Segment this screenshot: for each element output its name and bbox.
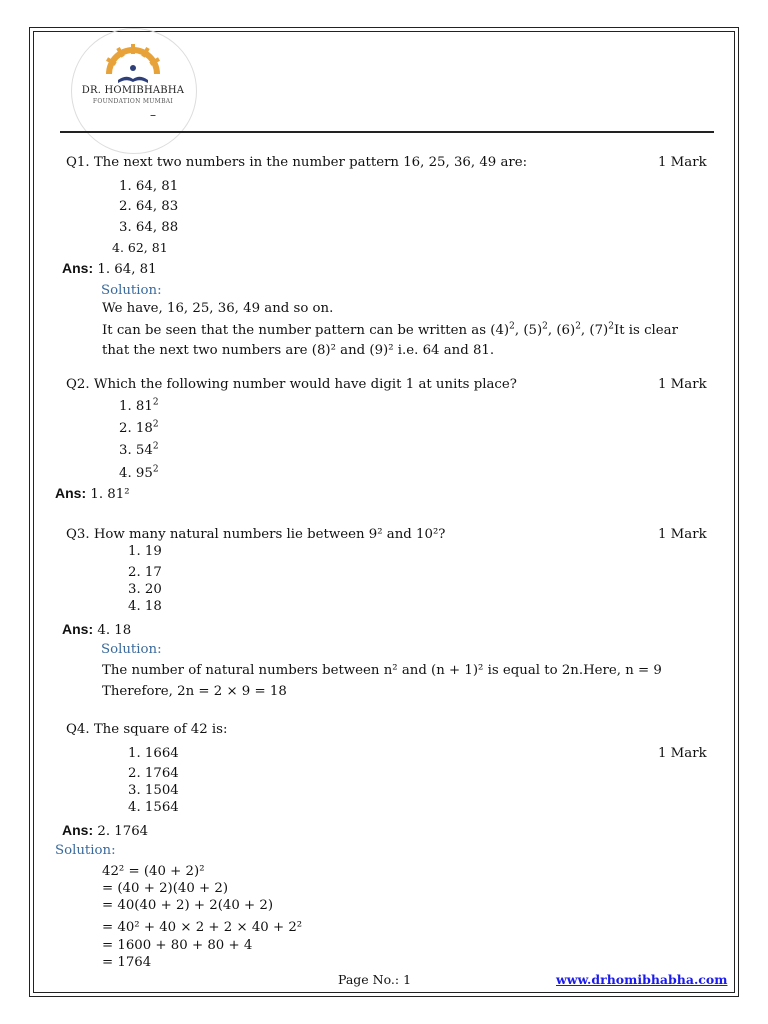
q4-step-5: = 1600 + 80 + 80 + 4 [102,938,253,953]
q1-solution-line-1: We have, 16, 25, 36, 49 and so on. [102,301,334,316]
header-dash: – [150,108,156,122]
sun-book-icon [68,30,198,85]
page-border-inner [33,31,735,993]
q1-solution-label: Solution: [101,283,162,298]
q4-step-4: = 40² + 40 × 2 + 2 × 40 + 2² [102,920,303,935]
q3-answer-value: 4. 18 [97,623,132,638]
q1-option-1: 1. 64, 81 [119,179,179,194]
q3-mark: 1 Mark [658,527,707,542]
q1-answer-value: 1. 64, 81 [97,262,157,277]
q1-option-3: 3. 64, 88 [119,220,179,235]
q1-mark: 1 Mark [658,155,707,170]
q4-step-3: = 40(40 + 2) + 2(40 + 2) [102,898,274,913]
q3-option-2: 2. 17 [128,565,162,580]
q3-solution-line-2: Therefore, 2n = 2 × 9 = 18 [102,684,287,699]
q4-step-2: = (40 + 2)(40 + 2) [102,881,229,896]
q1-option-2: 2. 64, 83 [119,199,179,214]
q2-option-2: 2. $18^2$ [119,419,159,436]
q3-option-4: 4. 18 [128,599,162,614]
q4-answer-value: 2. 1764 [97,824,149,839]
q4-step-1: 42² = (40 + 2)² [102,864,205,879]
q4-option-2: 2. 1764 [128,766,179,781]
foundation-logo [68,30,198,130]
q1-solution-line-2: It can be seen that the number pattern can be written as $(4)^2$, $(5)^2$, $(6)^2$, $(7)^2It$ is clear [102,321,678,338]
q2-option-1: 1. $81^2$ [119,397,159,414]
q2-mark: 1 Mark [658,377,707,392]
page-number: Page No.: 1 [338,972,412,987]
q3-question: Q3. How many natural numbers lie between 9² and 10²? [66,527,446,542]
q2-option-4: 4. $95^2$ [119,464,159,481]
q2-answer-value: 1. 81² [90,487,130,502]
q4-solution-label: Solution: [55,843,116,858]
q3-solution-label: Solution: [101,642,162,657]
header-rule [60,131,714,133]
q4-option-1: 1. 1664 [128,746,179,761]
q1-option-4: 4. 62, 81 [112,240,168,255]
q3-option-1: 1. 19 [128,544,162,559]
q4-option-3: 3. 1504 [128,783,179,798]
q4-option-4: 4. 1564 [128,800,179,815]
logo-title: DR. HOMIBHABHA [81,85,185,96]
q2-option-3: 3. $54^2$ [119,441,159,458]
website-link[interactable]: www.drhomibhabha.com [556,972,728,987]
q4-step-6: = 1764 [102,955,152,970]
q3-answer-label: Ans: [62,621,94,637]
logo-subtitle: FOUNDATION MUMBAI [92,98,174,105]
q1-solution-line-3: that the next two numbers are (8)² and (9)² i.e. 64 and 81. [102,343,495,358]
q2-question: Q2. Which the following number would have digit 1 at units place? [66,377,517,392]
q4-mark: 1 Mark [658,746,707,761]
q3-option-3: 3. 20 [128,582,162,597]
q4-question: Q4. The square of 42 is: [66,722,228,737]
q4-answer-label: Ans: [62,822,94,838]
q1-answer-label: Ans: [62,260,94,276]
q2-answer-label: Ans: [55,485,87,501]
q1-question: Q1. The next two numbers in the number pattern 16, 25, 36, 49 are: [66,155,528,170]
q3-solution-line-1: The number of natural numbers between n² and (n + 1)² is equal to 2n.Here, n = 9 [102,663,662,678]
